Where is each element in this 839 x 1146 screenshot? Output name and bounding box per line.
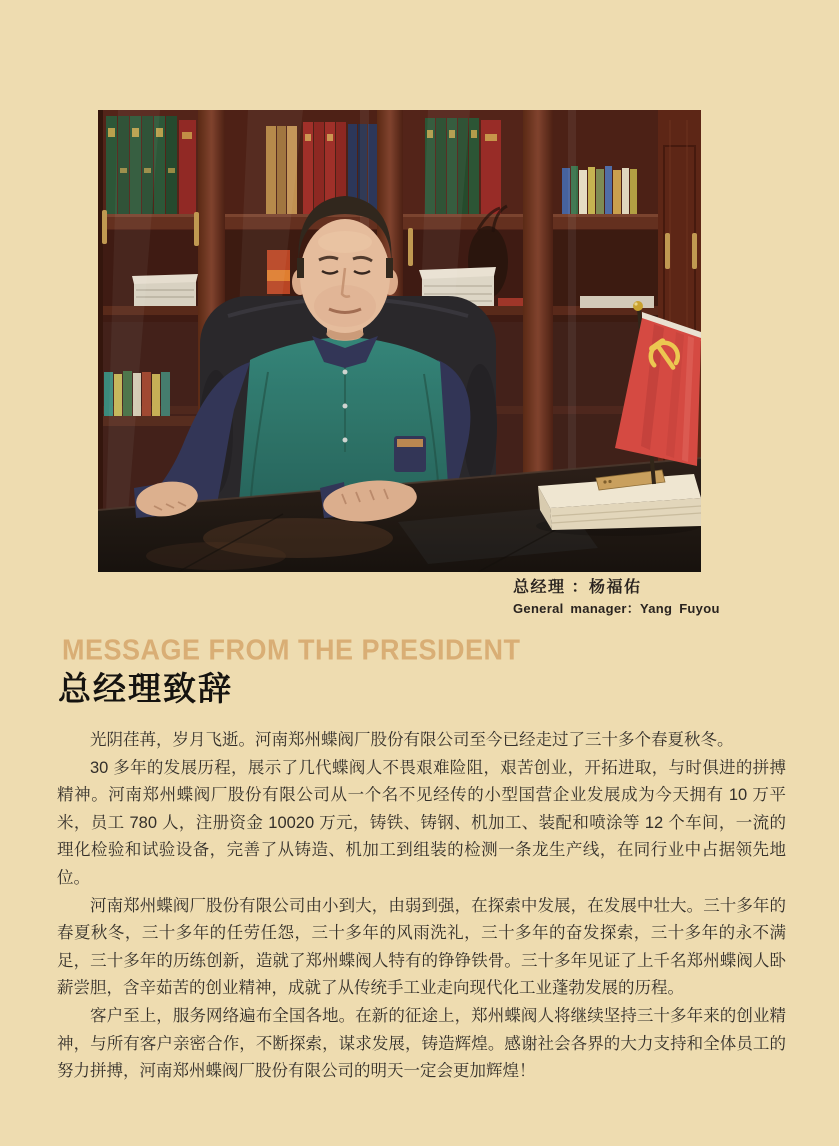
president-photo: [98, 110, 701, 572]
paragraph-2: 30 多年的发展历程，展示了几代蝶阀人不畏艰难险阻，艰苦创业，开拓进取，与时俱进的拼搏精神。河南郑州蝶阀厂股份有限公司从一个名不见经传的小型国营企业发展成为今天拥有 10 万平米，员工 780 人，注册资金 10020 万元，铸铁、铸钢、机加工、装配和喷涂等 12 个车间，一流的理化检验和试验设备，完善了从铸造、机加工到组装的检测一条龙生产线，在同行业中占据领先地位。: [57, 758, 786, 887]
paragraph-3: 河南郑州蝶阀厂股份有限公司由小到大，由弱到强，在探索中发展，在发展中壮大。三十多年的春夏秋冬，三十多年的任劳任怨，三十多年的风雨洗礼，三十多年的奋发探索，三十多年的永不满足，三十多年的历练创新，造就了郑州蝶阀人特有的铮铮铁骨。三十多年见证了上千名郑州蝶阀人卧薪尝胆，含辛茹苦的创业精神，成就了从传统手工业走向现代化工业蓬勃发展的历程。: [57, 896, 786, 998]
paragraph-1: 光阴荏苒，岁月飞逝。河南郑州蝶阀厂股份有限公司至今已经走过了三十多个春夏秋冬。: [90, 731, 734, 749]
caption-chinese: 总经理 ：杨福佑: [513, 579, 642, 596]
message-body: [57, 727, 786, 1086]
heading-chinese: 总经理致辞: [58, 670, 233, 707]
heading-english: MESSAGE FROM THE PRESIDENT: [62, 634, 521, 666]
caption-english: General manager：Yang Fuyou: [513, 601, 720, 616]
president-photo-illustration: [98, 110, 701, 572]
photo-caption: [513, 578, 720, 617]
photo-warm-overlay: [98, 110, 701, 572]
paragraph-4: 客户至上，服务网络遍布全国各地。在新的征途上，郑州蝶阀人将继续坚持三十多年来的创业精神，与所有客户亲密合作，不断探索，谋求发展，铸造辉煌。感谢社会各界的大力支持和全体员工的努力拼搏，河南郑州蝶阀厂股份有限公司的明天一定会更加辉煌！: [57, 1006, 786, 1081]
